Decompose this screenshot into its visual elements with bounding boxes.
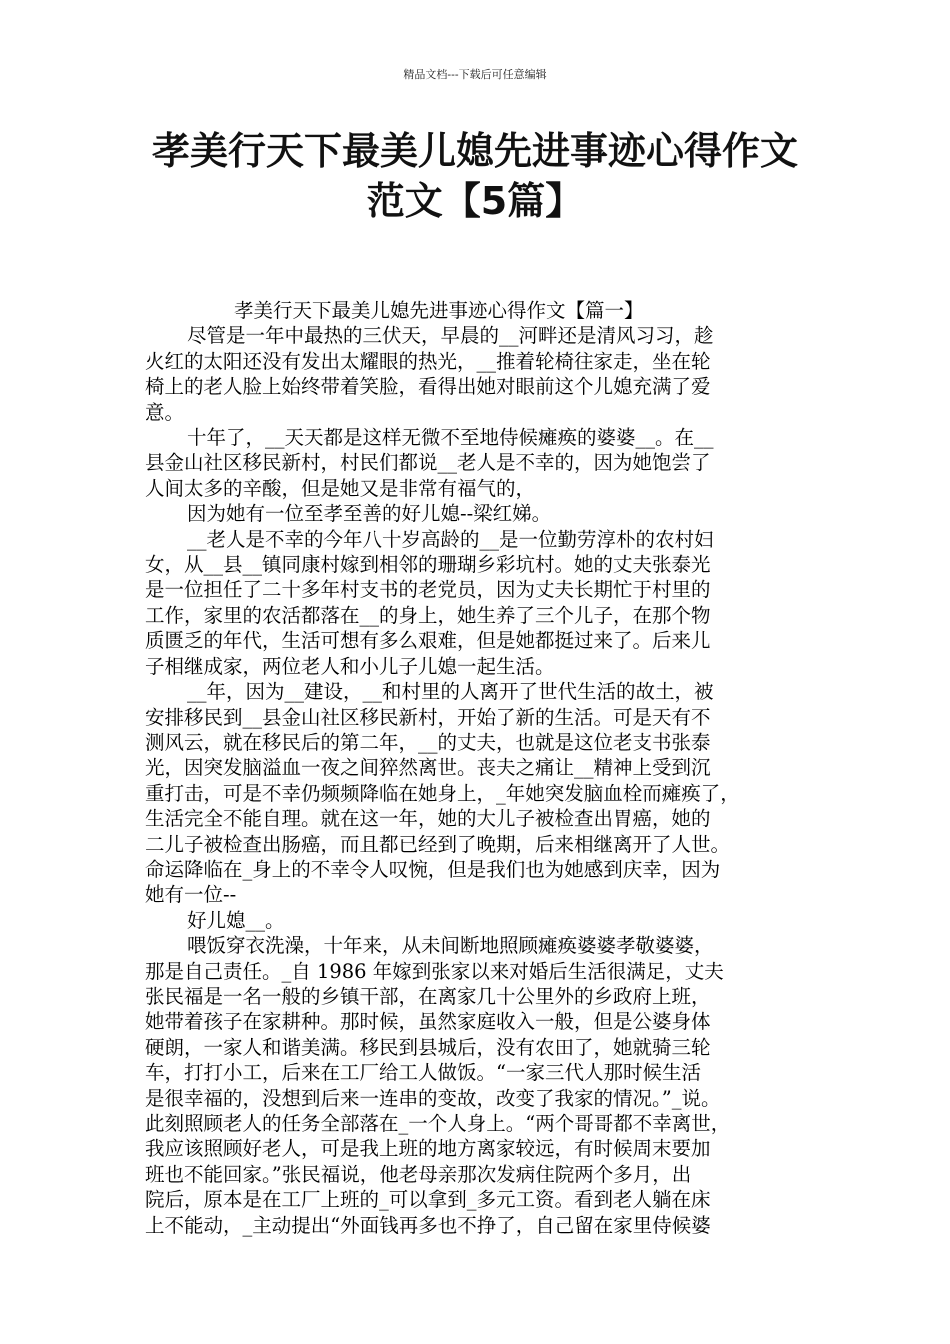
body-line: __老人是不幸的今年八十岁高龄的__是一位勤劳淳朴的农村妇 [187, 527, 714, 551]
body-line: 那是自己责任。_自 1986 年嫁到张家以来对婚后生活很满足，丈夫 [145, 959, 724, 983]
body-line: 院后，原本是在工厂上班的_可以拿到_多元工资。看到老人躺在床 [145, 1188, 711, 1212]
body-line: 椅上的老人脸上始终带着笑脸，看得出她对眼前这个儿媳充满了爱 [145, 375, 711, 399]
body-line: 是一位担任了二十多年村支书的老党员，因为丈夫长期忙于村里的 [145, 578, 711, 602]
header-note: 精品文档---下载后可任意编辑 [403, 68, 547, 81]
body-line: 是很幸福的，没想到后来一连串的变故，改变了我家的情况。”_说。 [145, 1086, 721, 1110]
section-heading: 孝美行天下最美儿媳先进事迹心得作文【篇一】 [234, 299, 644, 322]
document-body [145, 298, 810, 1238]
body-line: 张民福是一名一般的乡镇干部，在离家几十公里外的乡政府上班， [145, 984, 711, 1008]
body-line: 上不能动，_主动提出“外面钱再多也不挣了，自己留在家里侍候婆 [145, 1213, 711, 1237]
body-line: 命运降临在_身上的不幸令人叹惋，但是我们也为她感到庆幸，因为 [145, 857, 721, 881]
body-line: 测风云，就在移民后的第二年，__的丈夫，也就是这位老支书张泰 [145, 730, 711, 754]
body-line: 此刻照顾老人的任务全部落在_一个人身上。“两个哥哥都不幸离世， [145, 1112, 731, 1135]
title-line-2: 范文【5篇】 [366, 179, 584, 223]
body-line: 车，打打小工，后来在工厂给工人做饭。“一家三代人那时候生活 [145, 1061, 701, 1085]
body-line: 她带着孩子在家耕种。那时候，虽然家庭收入一般，但是公婆身体 [145, 1010, 711, 1034]
body-line: 因为她有一位至孝至善的好儿媳--梁红娣。 [187, 502, 552, 526]
body-line: 火红的太阳还没有发出太耀眼的热光，__推着轮椅往家走，坐在轮 [145, 349, 711, 373]
body-line: 十年了，__天天都是这样无微不至地侍候瘫痪的婆婆__。在__ [187, 426, 714, 450]
body-line: 光，因突发脑溢血一夜之间猝然离世。丧夫之痛让__精神上受到沉 [145, 756, 711, 780]
body-line: 好儿媳__。 [187, 908, 285, 932]
body-line: __年，因为__建设，__和村里的人离开了世代生活的故土，被 [187, 680, 714, 704]
body-line: 二儿子被检查出肠癌，而且都已经到了晚期，后来相继离开了人世。 [145, 832, 731, 856]
body-line: 喂饭穿衣洗澡，十年来，从未间断地照顾瘫痪婆婆孝敬婆婆， [187, 934, 714, 958]
body-line: 尽管是一年中最热的三伏天，早晨的__河畔还是清风习习，趁 [187, 324, 714, 348]
body-line: 生活完全不能自理。就在这一年，她的大儿子被检查出胃癌，她的 [145, 807, 711, 831]
document-title [120, 126, 830, 226]
body-line: 硬朗，一家人和谐美满。移民到县城后，没有农田了，她就骑三轮 [145, 1035, 711, 1059]
body-line: 我应该照顾好老人，可是我上班的地方离家较远，有时候周末要加 [145, 1137, 711, 1161]
title-line-1: 孝美行天下最美儿媳先进事迹心得作文 [151, 129, 798, 173]
body-line: 安排移民到__县金山社区移民新村，开始了新的生活。可是天有不 [145, 705, 711, 729]
body-line: 人间太多的辛酸，但是她又是非常有福气的， [145, 476, 536, 500]
body-line: 她有一位-- [145, 883, 237, 907]
body-line: 子相继成家，两位老人和小儿子儿媳一起生活。 [145, 654, 555, 678]
body-line: 重打击，可是不幸仍频频降临在她身上，_年她突发脑血栓而瘫痪了， [145, 781, 740, 805]
body-line: 工作，家里的农活都落在__的身上，她生养了三个儿子，在那个物 [145, 603, 711, 627]
body-line: 县金山社区移民新村，村民们都说__老人是不幸的，因为她饱尝了 [145, 451, 711, 475]
body-line: 意。 [145, 400, 185, 424]
body-line: 质匮乏的年代，生活可想有多么艰难，但是她都挺过来了。后来儿 [145, 629, 711, 653]
body-line: 班也不能回家。”张民福说，他老母亲那次发病住院两个多月，出 [145, 1162, 692, 1186]
body-line: 女，从__县__镇同康村嫁到相邻的珊瑚乡彩坑村。她的丈夫张泰光 [145, 553, 711, 577]
